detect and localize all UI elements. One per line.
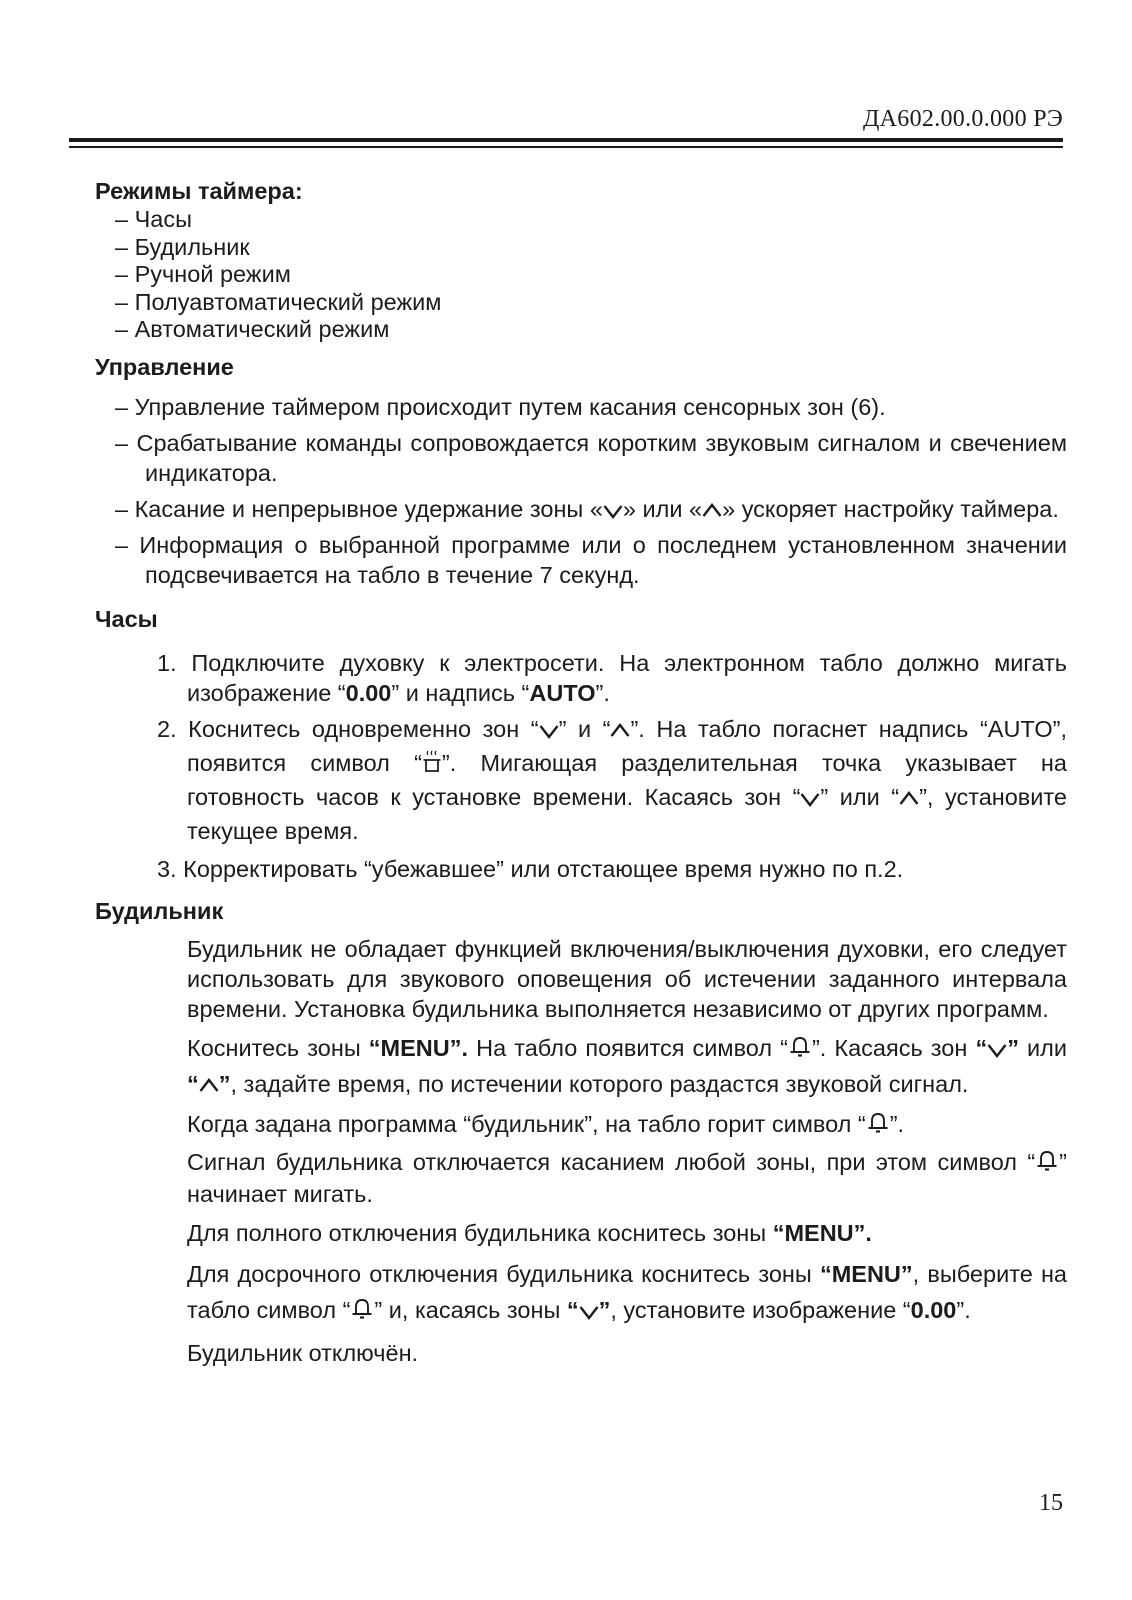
clock-step: 3. Корректировать “убежавшее” или отстающее время нужно по п.2. — [157, 855, 904, 882]
control-item: – Информация о выбранной программе или о последнем установленном значении подсвечивается на табло в течение 7 секунд. — [115, 531, 1067, 588]
timer-modes-list — [95, 206, 1067, 344]
alarm-paragraph: Будильник отключён. — [187, 1339, 419, 1366]
alarm-paragraph: Для полного отключения будильника коснитесь зоны “MENU”. — [187, 1219, 872, 1246]
chevron-down-icon — [603, 504, 623, 519]
header-rule-thin — [69, 146, 1063, 148]
bell-icon — [788, 1035, 812, 1059]
chevron-up-icon — [702, 503, 722, 518]
page-number: 15 — [1039, 1490, 1063, 1516]
timer-mode-item: – Автоматический режим — [115, 316, 390, 342]
clock-heading: Часы — [95, 605, 158, 632]
chevron-up-icon — [610, 723, 630, 738]
timer-mode-item: – Будильник — [115, 233, 250, 260]
bell-icon — [866, 1111, 890, 1135]
clock-step: 1. Подключите духовку к электросети. На электронном табло должно мигать изображение “0.00” и надпись “AUTO”. — [157, 649, 1067, 706]
control-item: – Управление таймером происходит путем касания сенсорных зон (6). — [115, 393, 886, 420]
control-heading: Управление — [95, 353, 234, 380]
bell-icon — [350, 1297, 374, 1321]
alarm-heading: Будильник — [95, 897, 224, 924]
chevron-up-icon — [899, 791, 919, 806]
timer-mode-item: – Полуавтоматический режим — [115, 288, 442, 315]
timer-mode-item: – Часы — [115, 206, 192, 232]
chevron-down-icon — [800, 792, 820, 807]
timer-modes-heading: Режимы таймера: — [95, 178, 303, 204]
timer-mode-item: – Ручной режим — [115, 261, 291, 287]
alarm-paragraph: Будильник не обладает функцией включения/выключения духовки, его следует использовать для звукового оповещения об истечении заданного интервала времени. Установка будильника выполняется независимо от других программ. — [187, 935, 1067, 1022]
alarm-paragraph: Сигнал будильника отключается касанием любой зоны, при этом символ “ ” начинает мигать. — [187, 1148, 1067, 1207]
alarm-paragraph: Коснитесь зоны “MENU”. На табло появится символ “ ”. Касаясь зон “ ” или “ ”, задайте время, по истечении которого раздастся звуковой сигнал. — [187, 1034, 1067, 1097]
page-body — [95, 176, 1067, 1368]
document-code: ДА602.00.0.000 РЭ — [863, 106, 1063, 132]
control-item: – Касание и непрерывное удержание зоны « » или « » ускоряет настройку таймера. — [115, 495, 1059, 522]
control-item: – Срабатывание команды сопровождается коротким звуковым сигналом и свечением индикатора. — [115, 429, 1067, 486]
chevron-down-icon — [987, 1043, 1007, 1058]
chevron-down-icon — [579, 1305, 599, 1320]
alarm-paragraph: Для досрочного отключения будильника коснитесь зоны “MENU”, выберите на табло символ “ ” и, касаясь зоны “ ”, установите изображение “0.00”. — [187, 1260, 1067, 1323]
pot-steam-icon — [422, 750, 442, 774]
chevron-up-icon — [199, 1078, 219, 1093]
chevron-down-icon — [539, 724, 559, 739]
bell-icon — [1035, 1149, 1059, 1173]
header-rule-thick — [69, 138, 1063, 142]
alarm-paragraph: Когда задана программа “будильник”, на табло горит символ “ ”. — [187, 1110, 905, 1137]
clock-step: 2. Коснитесь одновременно зон “ ” и “ ”. На табло погаснет надпись “AUTO”, появится символ “ ”. Мигающая разделительная точка указывает на готовность часов к установке времени. Касаясь зон “ ” или “ ”, установите текущее время. — [157, 715, 1067, 844]
